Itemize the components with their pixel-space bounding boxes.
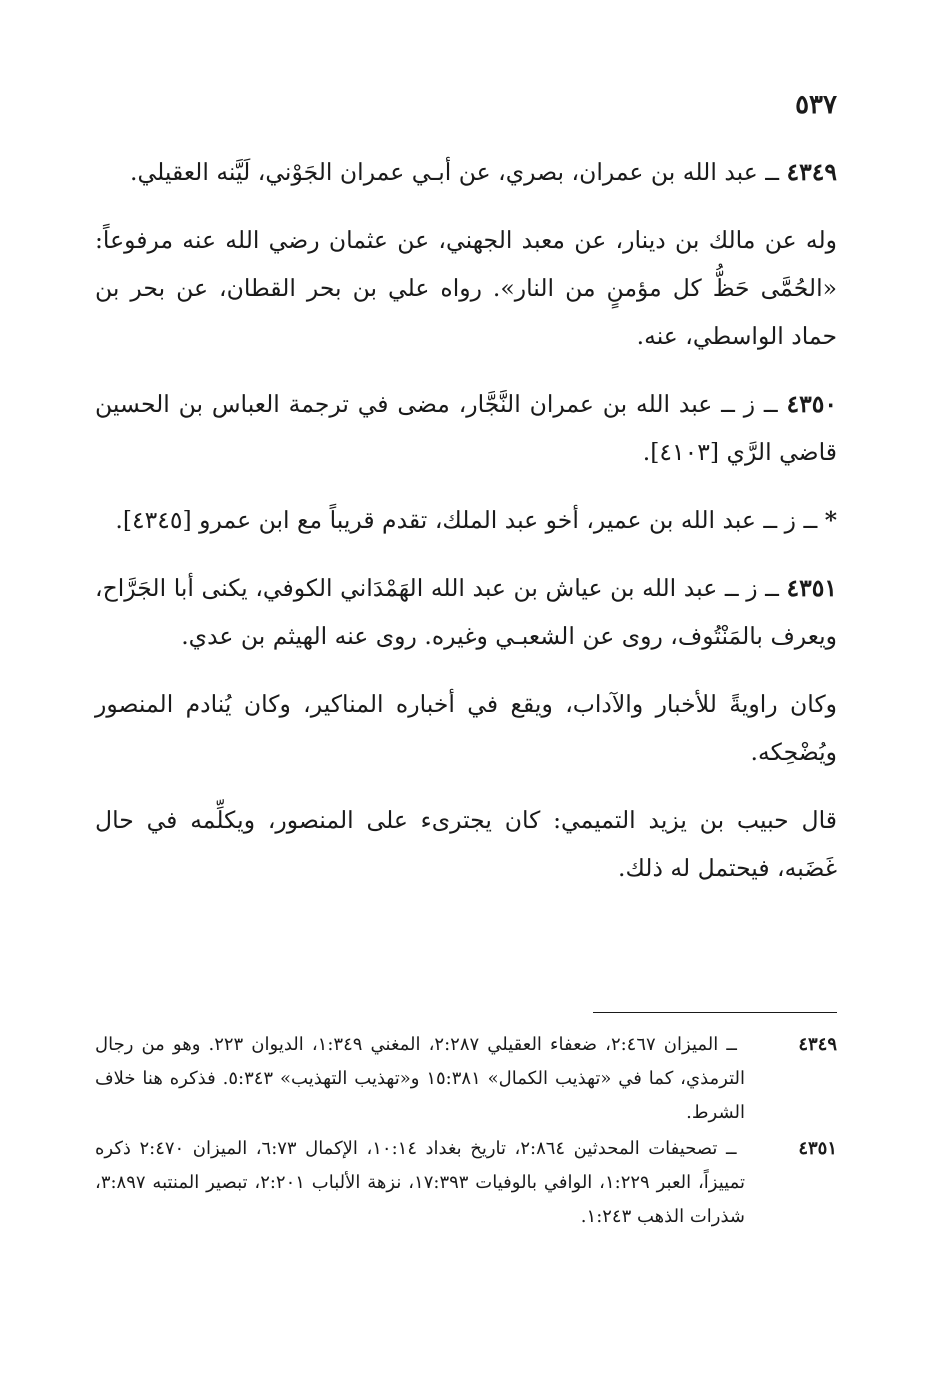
asterisk-marker: * (824, 506, 837, 534)
entry-text: ــ عبد الله بن عمران، بصري، عن أبـي عمران الجَوْني، لَيَّنه العقيلي. (130, 158, 787, 186)
entry-text: قال حبيب بن يزيد التميمي: كان يجترىء على المنصور، ويكلِّمه في حال غَضَبه، فيحتمل له ذلك. (95, 806, 837, 882)
footnote-4351 (95, 1132, 837, 1234)
footnote-text: ــ تصحيفات المحدثين ٢:٨٦٤، تاريخ بغداد ١٠:١٤، الإكمال ٦:٧٣، الميزان ٢:٤٧٠ ذكره تمييزاً، العبر ١:٢٢٩، الوافي بالوفيات ١٧:٣٩٣، نزهة الألباب ٢:٢٠١، تبصير المنتبه ٣:٨٩٧، شذرات الذهب ١:٢٤٣. (95, 1138, 746, 1227)
footnotes (95, 1028, 837, 1236)
footnote-4349 (95, 1028, 837, 1130)
footnote-number: ٤٣٤٩ (798, 1034, 837, 1055)
entry-4349 (95, 148, 837, 196)
entry-4351 (95, 564, 837, 660)
main-text (95, 148, 837, 912)
entry-text: ــ ز ــ عبد الله بن عمير، أخو عبد الملك، تقدم قريباً مع ابن عمرو [٤٣٤٥]. (115, 506, 825, 534)
entry-number: ٤٣٤٩ (786, 158, 837, 186)
entry-text: وله عن مالك بن دينار، عن معبد الجهني، عن عثمان رضي الله عنه مرفوعاً: «الحُمَّى حَظُّ كل مؤمنٍ من النار». رواه علي بن بحر القطان، عن بحر بن حماد الواسطي، عنه. (95, 226, 837, 350)
entry-4350 (95, 380, 837, 476)
entry-text: ــ ز ــ عبد الله بن عياش بن عبد الله الهَمْدَاني الكوفي، يكنى أبا الجَرَّاح، ويعرف بالمَنْتُوف، روى عن الشعبـي وغيره. روى عنه الهيثم بن عدي. (95, 574, 837, 650)
entry-text: ــ ز ــ عبد الله بن عمران النَّجَّار، مضى في ترجمة العباس بن الحسين قاضي الرَّي [٤١٠٣]. (95, 390, 837, 466)
entry-number: ٤٣٥٠ (786, 390, 837, 418)
footnote-number: ٤٣٥١ (798, 1138, 838, 1159)
footnote-divider (593, 1012, 837, 1013)
page-number: ٥٣٧ (795, 90, 837, 120)
footnote-text: ــ الميزان ٢:٤٦٧، ضعفاء العقيلي ٢:٢٨٧، المغني ١:٣٤٩، الديوان ٢٢٣. وهو من رجال الترمذي، كما في «تهذيب الكمال» ١٥:٣٨١ و«تهذيب التهذيب» ٥:٣٤٣. فذكره هنا خلاف الشرط. (95, 1034, 746, 1123)
entry-number: ٤٣٥١ (786, 574, 837, 602)
entry-4351-continuation (95, 680, 837, 776)
entry-text: وكان راويةً للأخبار والآداب، ويقع في أخباره المناكير، وكان يُنادم المنصور ويُضْحِكه. (95, 690, 837, 766)
entry-4351-continuation (95, 796, 837, 892)
entry-4349-continuation (95, 216, 837, 360)
entry-asterisk (95, 496, 837, 544)
